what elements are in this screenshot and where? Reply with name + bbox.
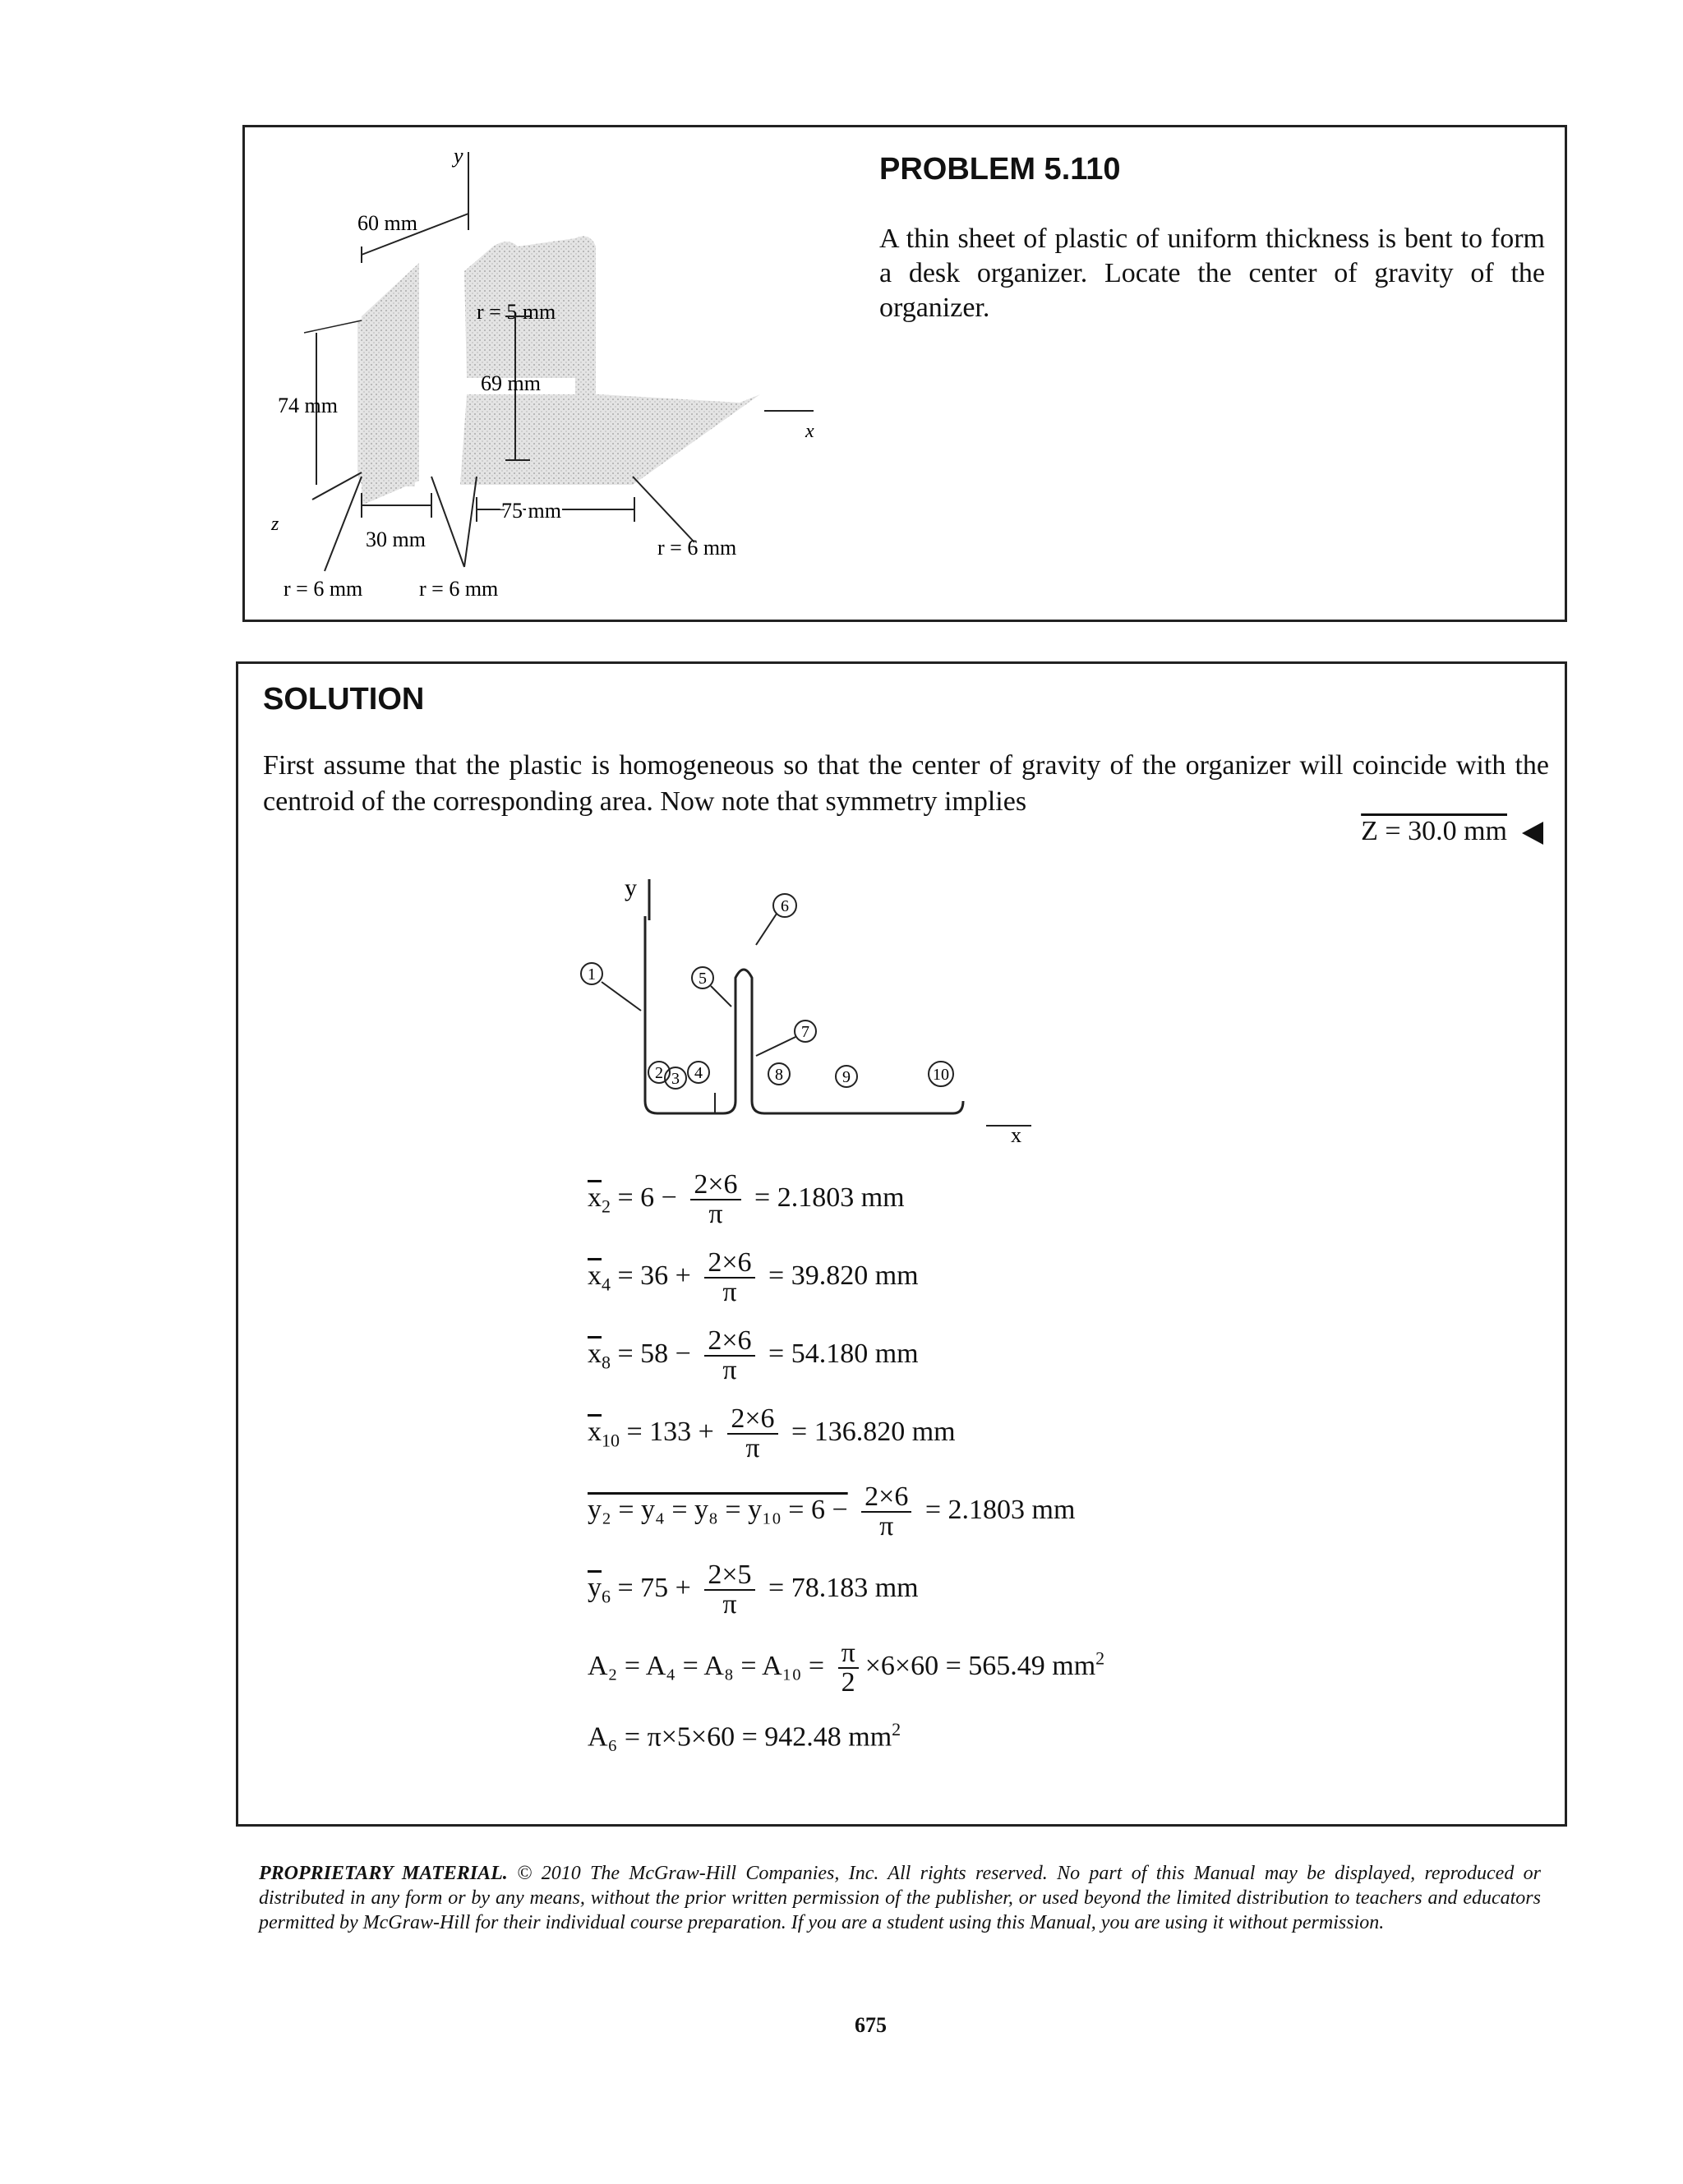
front-panel [357, 320, 415, 486]
z-result [1361, 816, 1543, 847]
dim-r6-c: r = 6 mm [657, 536, 737, 560]
sketch-y-label: y [625, 874, 637, 901]
x-axis-label: x [805, 421, 814, 442]
sketch-label-1: 1 [588, 965, 596, 984]
eq-area-multi: A₂ = A₄ = A₈ = A₁₀ = $\frac{\pi}{2}$ ×6×60 = 565.49 $mm^2$ [588, 1638, 1105, 1698]
right-panel [575, 237, 596, 394]
eq-x8: $\overline{x}_8 = 58$ − $\frac{2\times 6}{\pi}$ = 54.180 mm [588, 1325, 919, 1385]
sketch-label-8: 8 [775, 1066, 783, 1084]
eq-x4: $\overline{x}_4 = 36$ + $\frac{2\times 6}{\pi}$ = 39.820 mm [588, 1247, 919, 1307]
page-number: 675 [855, 2013, 887, 2037]
sketch-label-7: 7 [801, 1023, 809, 1041]
sketch-x-label: x [1011, 1123, 1021, 1142]
footer-text: © 2010 The McGraw-Hill Companies, Inc. All rights reserved. No part of this Manual may be displayed, reproduced or distributed in any form or by any means, without the prior written permission of the publisher, or used beyond the limited distribution to teachers and educators permitted by McGraw-Hill for their individual course preparation. If you are a student using this Manual, you are using it without permission. [259, 1863, 1542, 1933]
sketch-label-3: 3 [671, 1070, 680, 1088]
sketch-label-10: 10 [933, 1066, 949, 1084]
eq-y-multi: y₂ = y₄ = y₈ = y₁₀ = 6 − $\frac{2\times 6}{\pi}$ = 2.1803 mm [588, 1481, 1076, 1541]
eq-area-6: A₆ = π×5×60 = 942.48 $mm^2$ [588, 1719, 901, 1753]
solution-title: SOLUTION [263, 682, 425, 716]
dim-74: 74 mm [278, 394, 338, 417]
dim-60: 60 mm [357, 211, 417, 235]
sketch-label-9: 9 [842, 1068, 851, 1086]
eq-x10: $\overline{x}_{10} = 133$ + $\frac{2\times 6}{\pi}$ = 136.820 mm [588, 1403, 956, 1463]
organizer-figure [247, 131, 871, 616]
problem-title: PROBLEM 5.110 [879, 152, 1121, 187]
dim-30: 30 mm [366, 528, 426, 551]
dim-r6-b: r = 6 mm [419, 577, 499, 601]
eq-y6: $\overline{y}_6 = 75$ + $\frac{2\times 5}{\pi}$ = 78.183 mm [588, 1560, 919, 1620]
sketch-label-2: 2 [655, 1064, 663, 1082]
dim-r6-a: r = 6 mm [284, 577, 363, 601]
dim-r5: r = 5 mm [477, 300, 556, 324]
component-sketch [567, 863, 1077, 1142]
base-panel [460, 394, 760, 485]
sketch-label-4: 4 [694, 1064, 703, 1082]
dim-69: 69 mm [481, 371, 541, 395]
sketch-profile [645, 916, 963, 1113]
z-axis-label: z [271, 514, 279, 535]
footer-bold: PROPRIETARY MATERIAL. [259, 1863, 508, 1884]
solution-intro: First assume that the plastic is homogeneous so that the center of gravity of the organizer will coincide with the centroid of the corresponding area. Now note that symmetry implies [263, 750, 1549, 817]
sketch-label-6: 6 [781, 897, 789, 915]
eq-x2: $\overline{x}_2 = 6$ − $\frac{2\times 6}{\pi}$ = 2.1803 mm [588, 1169, 905, 1229]
problem-statement: A thin sheet of plastic of uniform thickness is bent to form a desk organizer. Locate the center of gravity of the organizer. [879, 223, 1545, 323]
answer-arrow-icon [1522, 822, 1543, 845]
z-result-text: Z = 30.0 mm [1361, 816, 1507, 846]
dim-75: 75 mm [501, 499, 561, 523]
y-axis-label: y [454, 144, 463, 168]
sketch-label-5: 5 [699, 970, 707, 988]
copyright-footer [259, 1861, 1541, 1935]
